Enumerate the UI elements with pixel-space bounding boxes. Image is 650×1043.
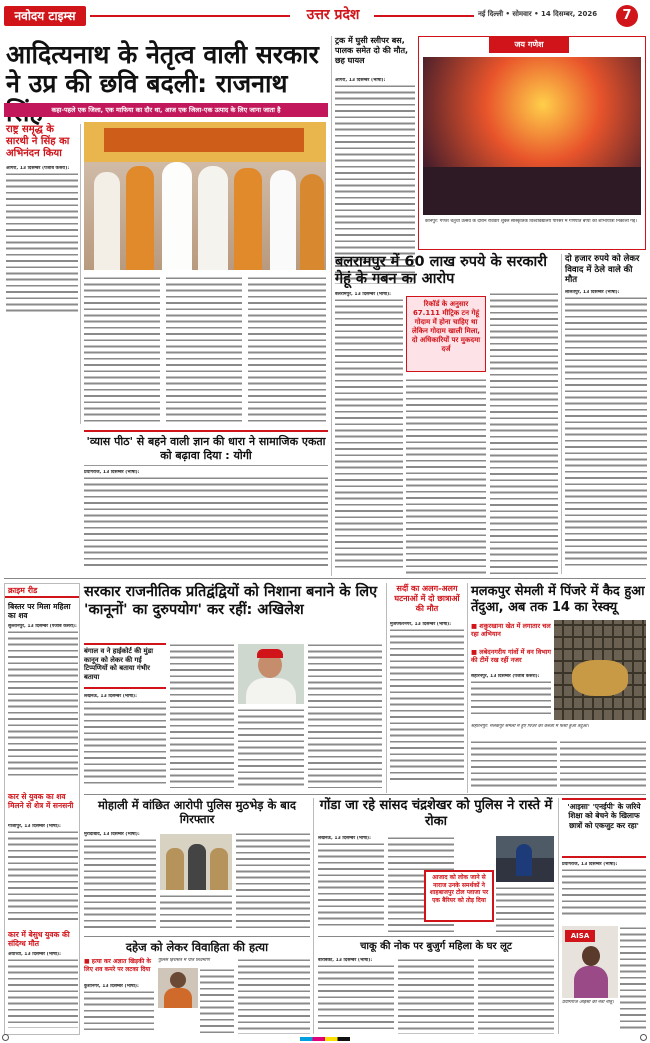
balrampur-body-left: [335, 292, 403, 574]
section-title: उत्तर प्रदेश: [306, 7, 360, 23]
person-4: [198, 166, 228, 270]
gonda-callout: [424, 870, 494, 922]
crowd-silhouette: [423, 167, 641, 215]
text-lines: [471, 740, 557, 790]
text-lines: [84, 276, 160, 422]
person-7: [300, 174, 324, 270]
leopard-photo: [554, 620, 646, 720]
rule: [558, 798, 559, 1034]
registration-mark-icon: [640, 1034, 647, 1041]
mohali-body-col1: [84, 832, 156, 932]
two-thousand-headline: दो हजार रुपये को लेकर विवाद में ठेले वाले की मौत: [565, 254, 640, 285]
text-lines: [471, 680, 551, 716]
rule: [467, 583, 468, 793]
akhilesh-callout-text: बंगाल व ने हाईकोर्ट की मुंडा कानून को लेकर की गई टिप्पणियों को बताया गंभीर बताया: [84, 647, 154, 681]
ganesh-photo: [423, 57, 641, 215]
malakpur-headline: मलकपुर सेमली में पिंजरे में कैद हुआ तेंदुआ, अब तक 14 का रेस्क्यू: [471, 584, 645, 615]
balrampur-callout-text: रिकॉर्ड के अनुसार 67.111 मीट्रिक टन गेहूं गोदाम में होना चाहिए था लेकिन गोदाम खाली मिला, दो अधिकारियों पर मुकदमा दर्ज: [411, 300, 481, 353]
sardi-dateline: मुजफ्फरनगर, 13 दिसम्बर (भाषा):: [390, 622, 452, 627]
text-lines: [84, 990, 154, 1030]
akhilesh-body-col1: [84, 694, 166, 788]
dowry-headline: दहेज को लेकर विवाहिता की हत्या: [125, 940, 269, 954]
malakpur-body-col1: [471, 674, 551, 720]
text-lines: [560, 740, 646, 790]
rule: [331, 36, 332, 576]
dateline: नई दिल्ली • सोमवार • 14 दिसम्बर, 2026: [478, 10, 598, 18]
row-divider: [318, 936, 554, 937]
lead-sidebar-text: [6, 172, 78, 312]
chaku-headline: चाकू की नोक पर बुजुर्ग महिला के घर लूट: [360, 941, 512, 952]
two-thousand-body: [565, 290, 647, 574]
dowry-body-col1: [84, 984, 154, 1034]
balrampur-callout: [406, 296, 486, 372]
gonda-callout-text: आजाद को लोक जाने से नाराज उनके समर्थकों ने शाहबाजपुर टोल प्लाजा पर एक बैरियर को तोड़ दिया: [429, 874, 489, 904]
masthead: [0, 0, 650, 32]
text-lines: [170, 643, 234, 788]
person-5: [234, 168, 262, 270]
mohali-dateline: मुरादाबाद, 13 दिसम्बर (भाषा):: [84, 832, 140, 837]
ai-headline-box: [562, 798, 646, 858]
malakpur-sub-1-text: शकुरखाना खेत में लगातार चल रहा अभियान: [471, 622, 551, 638]
accused-head: [170, 972, 186, 988]
officer-2: [210, 848, 228, 890]
text-lines: [236, 832, 310, 932]
balrampur-dateline: बलरामपुर, 13 दिसम्बर (भाषा):: [335, 292, 392, 297]
row-divider: [84, 936, 310, 937]
text-lines: [8, 958, 78, 1028]
rule: [313, 798, 314, 1034]
crime-item3-dateline: अयोध्या, 13 दिसम्बर (भाषा):: [8, 952, 61, 957]
text-lines: [8, 630, 78, 780]
gonda-body-col3: [496, 886, 554, 932]
accused: [188, 844, 206, 890]
text-lines: [620, 926, 646, 1032]
chaku-body-col2: [398, 958, 474, 1034]
speaker-body: [574, 966, 608, 998]
ai-body-col1: [562, 862, 646, 922]
text-lines: [238, 958, 310, 1034]
malakpur-body-col2: [471, 740, 557, 790]
crime-item1-dateline: सुल्तानपुर, 13 दिसम्बर (पंजाब केसरी):: [8, 624, 77, 629]
lead-sidebar-head: राष्ट्र समृद्ध के सारथी ने सिंह का अभिनंदन किया: [6, 124, 70, 159]
mohali-body-col3: [236, 832, 310, 932]
masthead-rule-left: [90, 15, 290, 17]
akhilesh-callout: [84, 643, 166, 689]
ai-headline-text: 'आइसा' 'एनईपी' के जरिये शिक्षा को बेचने के खिलाफ छात्रों को एकजुट कर रहा': [567, 802, 641, 830]
mohali-headline: मोहाली में वांछित आरोपी पुलिस मुठभेड़ के बाद गिरफ्तार: [98, 798, 296, 826]
page-number-badge: 7: [616, 5, 638, 27]
lead-body-col3: [248, 276, 326, 422]
rule: [386, 583, 387, 793]
person-1: [94, 172, 120, 270]
portrait-body: [246, 678, 296, 704]
speaker-head: [582, 946, 600, 966]
crime-item3-body: [8, 952, 78, 1032]
leopard: [572, 660, 628, 696]
row-divider: [84, 794, 646, 795]
vyas-headline: 'व्यास पीठ' से बहने वाली ज्ञान की धारा ने सामाजिक एकता को बढ़ावा दिया : योगी: [86, 435, 326, 462]
akhilesh-headline: सरकार राजनीतिक प्रतिद्वंद्वियों को निशाना बनाने के लिए 'कानूनों' का दुरुपयोग' कर रहीं: अखिलेश: [84, 584, 378, 618]
malakpur-caption: सहारनपुर: मलकपुर सेमली में हुए पिंजरे का कब्जा में फंसा हुआ तेंदुआ।: [471, 724, 589, 729]
chaku-body-col1: [318, 958, 394, 1034]
truck-dateline: आगरा, 13 दिसम्बर (भाषा):: [335, 78, 386, 83]
lead-strap: कहा-पहले एक जिला, एक माफिया का दौर था, आज एक जिला-एक उत्पाद के लिए जाना जाता है: [4, 103, 328, 117]
truck-headline: ट्रक में घुसी स्लीपर बस, पालक समेत दो की मौत, छह घायल: [335, 36, 409, 65]
jai-ganesh-banner: जय गणेश: [489, 37, 569, 53]
dowry-sub-text: हत्या कर अज्ञात खिड़की के लिए शव कमरे पर लटका दिया: [84, 958, 151, 973]
vyas-dateline: प्रयागराज, 13 दिसम्बर (भाषा):: [84, 470, 140, 475]
text-lines: [308, 643, 382, 788]
text-lines: [562, 868, 646, 918]
text-lines: [496, 886, 554, 932]
text-lines: [200, 968, 234, 1034]
ai-body-col2: [620, 926, 646, 1032]
gonda-headline: गोंडा जा रहे सांसद चंद्रशेखर को पुलिस ने रास्ते में रोका: [319, 798, 553, 829]
ganesh-caption: कानपुर: गणेश चतुर्थी उत्सव के दौरान रविवार शुक्ल सांस्कृतिक विश्वविद्यालय परिसर में गणपति बप्पा की शोभायात्रा निकाली गई।: [425, 219, 637, 224]
crime-item1-body: [8, 624, 78, 786]
mohali-body-col2: [160, 894, 232, 932]
text-lines: [166, 276, 242, 422]
crime-item3-head: कार में बेसुध युवक की संदिग्ध मौत: [8, 930, 70, 948]
ai-caption: प्रयागराज आइसा की नेता नीतू।: [562, 1000, 614, 1005]
text-lines: [390, 628, 464, 784]
malakpur-sub-1: ■ शकुरखाना खेत में लगातार चल रहा अभियान: [471, 622, 551, 638]
text-lines: [335, 298, 403, 568]
aisa-badge: AISA: [565, 930, 595, 942]
crime-item2-head: कार से युवक का शव मिलने से शेत्र में सनसनी: [8, 792, 74, 810]
text-lines: [84, 700, 166, 786]
rule: [561, 254, 562, 574]
text-lines: [398, 958, 474, 1034]
stage-banner: [104, 128, 304, 152]
malakpur-body-col3: [560, 740, 646, 790]
balrampur-body-right: [490, 292, 558, 574]
person-3: [162, 162, 192, 270]
ai-photo: [562, 926, 618, 998]
mohali-photo: [160, 834, 232, 890]
akhilesh-body-col4: [308, 643, 382, 788]
chandrashekhar: [516, 844, 532, 876]
gonda-photo: [496, 836, 554, 882]
person-6: [270, 170, 296, 270]
accused-body: [164, 988, 192, 1008]
sardi-headline: सर्दी का अलग-अलग घटनाओं में दो छात्राओं की मौत: [394, 584, 460, 613]
vyas-headline-box: [84, 430, 328, 466]
lead-photo: [84, 122, 326, 270]
registration-mark-icon: [2, 1034, 9, 1041]
person-2: [126, 166, 154, 270]
dowry-caption: पुलिस हिरासत में पति शिवमणि: [158, 958, 210, 963]
malakpur-dateline: सहारनपुर, 13 दिसम्बर (पंजाब केसरी):: [471, 674, 540, 679]
akhilesh-dateline: लखनऊ, 13 दिसम्बर (भाषा):: [84, 694, 137, 699]
vyas-body: [84, 470, 328, 572]
crime-read-column: [4, 583, 80, 1035]
crime-item2-body: [8, 824, 78, 924]
text-lines: [238, 708, 304, 788]
balrampur-headline: बलरामपुर में 60 लाख रुपये के सरकारी गेहूं के गबन का आरोप: [335, 254, 547, 287]
text-lines: [84, 476, 328, 570]
gonda-dateline: लखनऊ, 13 दिसम्बर (भाषा):: [318, 836, 371, 841]
two-thousand-dateline: ललितपुर, 13 दिसम्बर (भाषा):: [565, 290, 620, 295]
gonda-body-col1: [318, 836, 384, 932]
lead-rule: [80, 124, 81, 424]
akhilesh-body-col2: [170, 643, 234, 788]
malakpur-sub-2: ■ लबेदनगरीय गांवों में वन विभाग की टीमें रख रहीं नजर: [471, 648, 551, 664]
jai-ganesh-box: [418, 36, 646, 250]
akhilesh-body-col3: [238, 708, 304, 788]
text-lines: [406, 378, 486, 574]
text-lines: [478, 958, 554, 1034]
dowry-body-col2: [200, 968, 234, 1034]
dowry-sub: ■ हत्या कर अज्ञात खिड़की के लिए शव कमरे पर लटका दिया: [84, 958, 151, 973]
crime-read-label: क्राइम रीड: [5, 584, 79, 598]
balrampur-body-mid: [406, 378, 486, 574]
lead-body-col2: [166, 276, 242, 422]
dowry-photo: [158, 968, 198, 1008]
malakpur-sub-2-text: लबेदनगरीय गांवों में वन विभाग की टीमें रख रहीं नजर: [471, 648, 551, 664]
masthead-logo: नवोदय टाइम्स: [4, 6, 86, 26]
sardi-body: [390, 622, 464, 788]
text-lines: [248, 276, 326, 422]
masthead-rule-right: [374, 15, 474, 17]
dowry-dateline: कुशीनगर, 13 दिसम्बर (भाषा):: [84, 984, 139, 989]
lead-body-col1: [84, 276, 160, 422]
text-lines: [490, 292, 558, 574]
officer-1: [166, 848, 184, 890]
text-lines: [318, 842, 384, 928]
dowry-body-col3: [238, 958, 310, 1034]
chaku-body-col3: [478, 958, 554, 1034]
text-lines: [160, 894, 232, 932]
row-divider: [4, 578, 646, 579]
text-lines: [8, 830, 78, 920]
lead-dateline: आगरा, 13 दिसम्बर (पंजाब केसरी):: [6, 166, 70, 171]
text-lines: [318, 964, 394, 1030]
chaku-dateline: बाराबंकी, 13 दिसम्बर (भाषा):: [318, 958, 373, 963]
akhilesh-photo: [238, 644, 304, 704]
color-bar: [300, 1037, 350, 1041]
lead-sidebar-body: [6, 166, 78, 316]
crime-item2-dateline: गाजीपुर, 13 दिसम्बर (भाषा):: [8, 824, 61, 829]
ai-dateline: प्रयागराज, 13 दिसम्बर (भाषा):: [562, 862, 618, 867]
lead-headline: आदित्यनाथ के नेतृत्व वाली सरकार ने उप्र की छवि बदली: राजनाथ: [6, 40, 319, 98]
text-lines: [84, 838, 156, 928]
crime-item1-head: बिस्तर पर मिला महिला का शव: [8, 602, 71, 620]
text-lines: [565, 296, 647, 570]
portrait-cap: [257, 649, 283, 658]
